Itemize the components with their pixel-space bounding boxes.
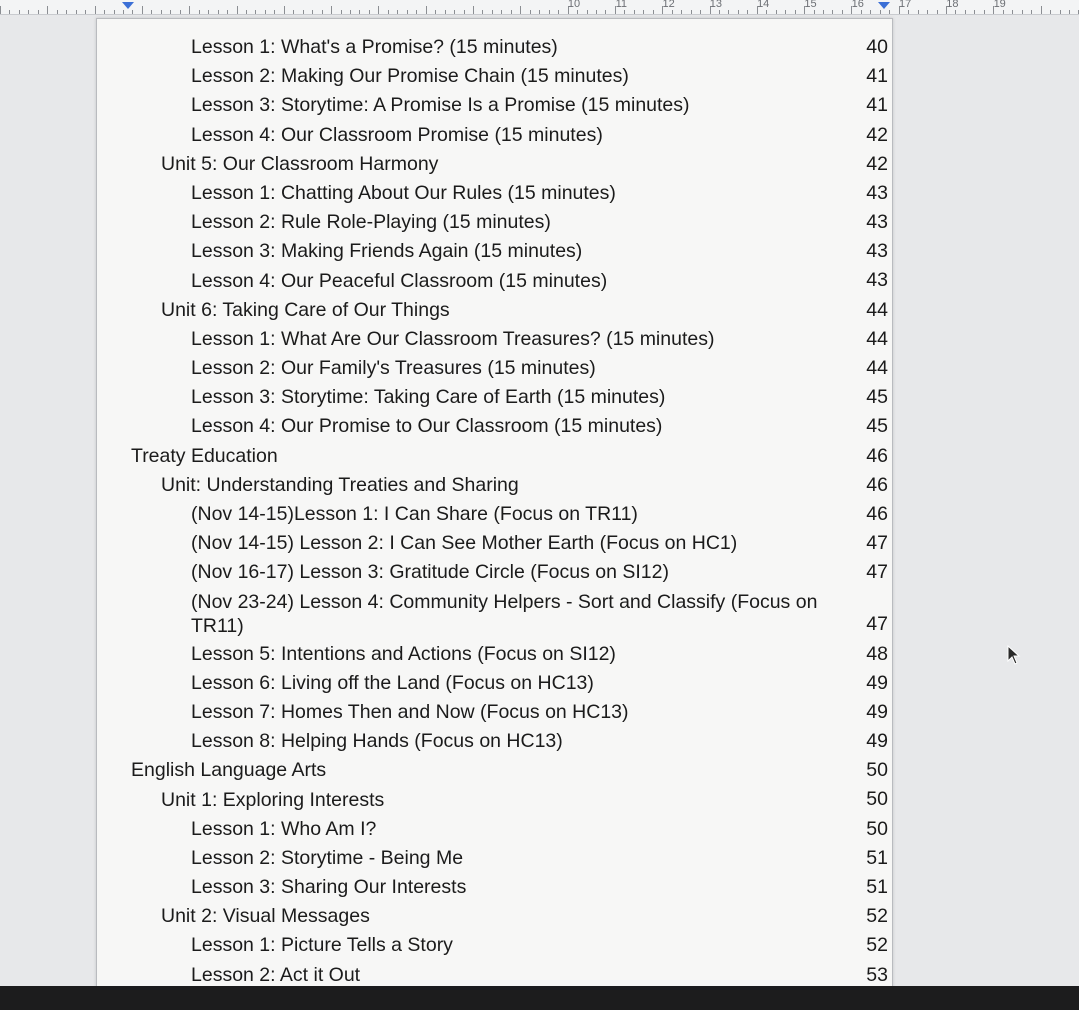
ruler-tick: [218, 10, 219, 14]
ruler-tick: [104, 10, 105, 14]
ruler-tick: [927, 10, 928, 14]
ruler-tick: [312, 10, 313, 14]
ruler-tick: [681, 10, 682, 14]
ruler-tick: [889, 10, 890, 14]
toc-entry-title: Lesson 5: Intentions and Actions (Focus on SI12): [191, 642, 616, 665]
ruler-tick: [1031, 10, 1032, 14]
toc-page-number: 42: [866, 123, 888, 146]
toc-lesson-entry[interactable]: [97, 669, 892, 698]
ruler-tick: [823, 10, 824, 14]
ruler-tick: [728, 10, 729, 14]
toc-lesson-entry[interactable]: [97, 91, 892, 120]
ruler-tick: [643, 10, 644, 14]
ruler-tick: [700, 10, 701, 14]
ruler-tick: [350, 10, 351, 14]
toc-entry-title: Lesson 3: Storytime: A Promise Is a Promise (15 minutes): [191, 94, 690, 117]
ruler-tick: [435, 10, 436, 14]
ruler-tick: [246, 10, 247, 14]
ruler-tick: [189, 6, 190, 14]
toc-entry-title: Lesson 1: What Are Our Classroom Treasures? (15 minutes): [191, 327, 715, 350]
ruler-tick: [738, 10, 739, 14]
toc-entry-title: Lesson 1: Picture Tells a Story: [191, 934, 453, 957]
toc-page-number: 40: [866, 35, 888, 58]
toc-page-number: 43: [866, 211, 888, 234]
table-of-contents: [97, 33, 892, 990]
toc-page-number: 46: [866, 444, 888, 467]
ruler-number: 11: [615, 0, 628, 10]
toc-page-number: 44: [866, 327, 888, 350]
toc-entry-title: Unit 5: Our Classroom Harmony: [161, 152, 439, 175]
toc-section-entry[interactable]: [97, 442, 892, 471]
document-page[interactable]: [96, 18, 893, 992]
ruler-tick: [577, 10, 578, 14]
toc-entry-title: Lesson 2: Making Our Promise Chain (15 minutes): [191, 65, 629, 88]
toc-entry-title: (Nov 14-15) Lesson 2: I Can See Mother Earth (Focus on HC1): [191, 532, 738, 555]
ruler-tick: [208, 10, 209, 14]
ruler-tick: [132, 10, 133, 14]
ruler-tick: [388, 10, 389, 14]
toc-entry-title: Lesson 2: Rule Role-Playing (15 minutes): [191, 211, 551, 234]
ruler-number: 16: [851, 0, 864, 10]
ruler-tick: [47, 6, 48, 14]
ruler-number: 10: [567, 0, 581, 10]
ruler-tick: [549, 10, 550, 14]
ruler-tick: [123, 10, 124, 14]
toc-entry-title: (Nov 16-17) Lesson 3: Gratitude Circle (Focus on SI12): [191, 561, 669, 584]
ruler-tick: [634, 10, 635, 14]
ruler-number: 18: [946, 0, 959, 10]
toc-page-number: 43: [866, 181, 888, 204]
toc-page-number: 47: [866, 613, 888, 636]
ruler-tick: [76, 10, 77, 14]
ruler-tick: [255, 10, 256, 14]
ruler-number: 14: [757, 0, 770, 10]
toc-section-entry[interactable]: [97, 756, 892, 785]
ruler-tick: [1069, 10, 1070, 14]
toc-entry-title: Unit 2: Visual Messages: [161, 905, 370, 928]
toc-page-number: 52: [866, 934, 888, 957]
ruler-tick: [918, 10, 919, 14]
ruler-tick: [151, 10, 152, 14]
toc-entry-title: Lesson 6: Living off the Land (Focus on HC13): [191, 671, 594, 694]
ruler-tick: [776, 10, 777, 14]
ruler-tick: [605, 10, 606, 14]
toc-entry-title: Lesson 2: Our Family's Treasures (15 minutes): [191, 357, 596, 380]
ruler-tick: [984, 10, 985, 14]
ruler-tick: [955, 10, 956, 14]
toc-entry-title: Lesson 2: Storytime - Being Me: [191, 846, 464, 869]
toc-entry-title: English Language Arts: [131, 759, 327, 782]
toc-page-number: 50: [866, 817, 888, 840]
toc-entry-title: Lesson 7: Homes Then and Now (Focus on HC13): [191, 700, 629, 723]
ruler-tick: [0, 6, 1, 14]
ruler-number: 12: [662, 0, 675, 10]
ruler-tick: [842, 10, 843, 14]
ruler-tick: [303, 10, 304, 14]
toc-page-number: 41: [866, 65, 888, 88]
ruler-tick: [473, 6, 474, 14]
ruler-tick: [170, 10, 171, 14]
toc-page-number: 49: [866, 671, 888, 694]
ruler-tick: [331, 6, 332, 14]
toc-page-number: 50: [866, 759, 888, 782]
ruler-tick: [407, 10, 408, 14]
ruler-tick: [464, 10, 465, 14]
toc-page-number: 48: [866, 642, 888, 665]
toc-lesson-entry[interactable]: [97, 815, 892, 844]
toc-lesson-entry[interactable]: [97, 873, 892, 902]
ruler-tick: [672, 10, 673, 14]
toc-lesson-entry[interactable]: [97, 325, 892, 354]
ruler-number: 13: [709, 0, 723, 10]
ruler-tick: [558, 10, 559, 14]
toc-page-number: 50: [866, 788, 888, 811]
ruler-tick: [180, 10, 181, 14]
toc-unit-entry[interactable]: [97, 471, 892, 500]
toc-page-number: 41: [866, 94, 888, 117]
toc-lesson-entry[interactable]: [97, 208, 892, 237]
ruler-tick: [539, 10, 540, 14]
toc-lesson-entry[interactable]: [97, 727, 892, 756]
ruler-tick: [19, 10, 20, 14]
ruler-tick: [416, 10, 417, 14]
toc-page-number: 46: [866, 502, 888, 525]
toc-entry-title: Lesson 4: Our Promise to Our Classroom (15 minutes): [191, 415, 663, 438]
ruler-tick: [937, 10, 938, 14]
ruler-tick: [814, 10, 815, 14]
toc-entry-title: Lesson 3: Sharing Our Interests: [191, 876, 467, 899]
toc-entry-title: Treaty Education: [131, 444, 278, 467]
toc-lesson-entry[interactable]: [97, 412, 892, 441]
ruler-tick: [511, 10, 512, 14]
toc-entry-title: Unit: Understanding Treaties and Sharing: [161, 473, 519, 496]
ruler-tick: [861, 10, 862, 14]
toc-lesson-entry[interactable]: [97, 640, 892, 669]
ruler-tick: [965, 10, 966, 14]
ruler-tick: [284, 6, 285, 14]
ruler-tick: [227, 10, 228, 14]
ruler-tick: [322, 10, 323, 14]
ruler-tick: [1022, 10, 1023, 14]
toc-page-number: 43: [866, 269, 888, 292]
ruler-tick: [653, 10, 654, 14]
toc-entry-title: Lesson 1: Chatting About Our Rules (15 minutes): [191, 181, 616, 204]
toc-lesson-entry[interactable]: [97, 588, 892, 640]
ruler-tick: [199, 10, 200, 14]
ruler-tick: [114, 10, 115, 14]
ruler-tick: [492, 10, 493, 14]
ruler-tick: [293, 10, 294, 14]
ruler-number: 19: [993, 0, 1006, 10]
toc-unit-entry[interactable]: [97, 150, 892, 179]
mouse-cursor-icon: [1006, 645, 1022, 667]
ruler-tick: [378, 6, 379, 14]
ruler-tick: [85, 10, 86, 14]
ruler-tick: [237, 6, 238, 14]
toc-page-number: 45: [866, 386, 888, 409]
toc-entry-title: (Nov 14-15)Lesson 1: I Can Share (Focus on TR11): [191, 503, 638, 525]
toc-page-number: 47: [866, 532, 888, 555]
toc-entry-title: Lesson 8: Helping Hands (Focus on HC13): [191, 730, 563, 753]
ruler-tick: [66, 10, 67, 14]
toc-lesson-entry[interactable]: [97, 354, 892, 383]
ruler-tick: [1041, 6, 1042, 14]
left-indent-marker-icon[interactable]: [122, 2, 134, 9]
toc-unit-entry[interactable]: [97, 902, 892, 931]
ruler-tick: [274, 10, 275, 14]
ruler-tick: [1012, 10, 1013, 14]
toc-entry-title: Lesson 3: Making Friends Again (15 minutes): [191, 240, 583, 263]
toc-entry-title: Lesson 4: Our Peaceful Classroom (15 minutes): [191, 269, 608, 292]
ruler-tick: [501, 10, 502, 14]
toc-page-number: 42: [866, 152, 888, 175]
toc-page-number: 47: [866, 561, 888, 584]
ruler-tick: [908, 10, 909, 14]
toc-lesson-entry[interactable]: [97, 33, 892, 62]
toc-lesson-entry[interactable]: [97, 237, 892, 266]
toc-entry-title: Unit 6: Taking Care of Our Things: [161, 298, 450, 321]
ruler-tick: [1003, 10, 1004, 14]
ruler-tick: [766, 10, 767, 14]
horizontal-ruler[interactable]: [0, 0, 1079, 15]
toc-page-number: 45: [866, 415, 888, 438]
ruler-tick: [870, 10, 871, 14]
toc-entry-title: Lesson 2: Act it Out: [191, 963, 361, 986]
toc-page-number: 43: [866, 240, 888, 263]
toc-lesson-entry[interactable]: [97, 383, 892, 412]
ruler-tick: [265, 10, 266, 14]
ruler-tick: [596, 10, 597, 14]
toc-lesson-entry[interactable]: [97, 558, 892, 587]
ruler-tick: [520, 6, 521, 14]
toc-lesson-entry[interactable]: [97, 698, 892, 727]
toc-lesson-entry[interactable]: [97, 844, 892, 873]
toc-page-number: 49: [866, 700, 888, 723]
toc-entry-title: Lesson 3: Storytime: Taking Care of Earth (15 minutes): [191, 386, 666, 409]
toc-lesson-entry[interactable]: [97, 267, 892, 296]
toc-page-number: 51: [866, 846, 888, 869]
ruler-tick: [785, 10, 786, 14]
toc-unit-entry[interactable]: [97, 786, 892, 815]
toc-lesson-entry[interactable]: [97, 931, 892, 960]
ruler-tick: [38, 10, 39, 14]
ruler-tick: [795, 10, 796, 14]
ruler-tick: [747, 10, 748, 14]
ruler-tick: [445, 10, 446, 14]
ruler-tick: [974, 10, 975, 14]
ruler-tick: [57, 10, 58, 14]
ruler-tick: [95, 6, 96, 14]
ruler-tick: [832, 10, 833, 14]
ruler-tick: [426, 6, 427, 14]
ruler-number: 17: [898, 0, 912, 10]
toc-unit-entry[interactable]: [97, 296, 892, 325]
ruler-tick: [359, 10, 360, 14]
ruler-tick: [9, 10, 10, 14]
ruler-tick: [530, 10, 531, 14]
toc-lesson-entry[interactable]: [97, 62, 892, 91]
ruler-tick: [454, 10, 455, 14]
toc-page-number: 52: [866, 905, 888, 928]
toc-lesson-entry[interactable]: [97, 121, 892, 150]
toc-page-number: 44: [866, 357, 888, 380]
ruler-tick: [1050, 10, 1051, 14]
ruler-tick: [587, 10, 588, 14]
ruler-tick: [482, 10, 483, 14]
toc-entry-title: Lesson 1: Who Am I?: [191, 817, 377, 840]
toc-page-number: 44: [866, 298, 888, 321]
right-indent-marker-icon[interactable]: [878, 2, 890, 9]
ruler-tick: [142, 6, 143, 14]
ruler-tick: [397, 10, 398, 14]
toc-lesson-entry[interactable]: [97, 179, 892, 208]
toc-entry-title: (Nov 23-24) Lesson 4: Community Helpers - Sort and Classify (Focus on TR11): [191, 590, 818, 637]
ruler-tick: [1060, 10, 1061, 14]
ruler-tick: [691, 10, 692, 14]
toc-lesson-entry[interactable]: [97, 500, 892, 529]
toc-page-number: 51: [866, 876, 888, 899]
ruler-tick: [624, 10, 625, 14]
ruler-tick: [28, 10, 29, 14]
ruler-tick: [880, 10, 881, 14]
taskbar: [0, 986, 1079, 1010]
ruler-tick: [341, 10, 342, 14]
toc-page-number: 46: [866, 473, 888, 496]
ruler-tick: [369, 10, 370, 14]
ruler-number: 15: [804, 0, 817, 10]
ruler-tick: [161, 10, 162, 14]
toc-entry-title: Lesson 4: Our Classroom Promise (15 minutes): [191, 123, 603, 146]
toc-page-number: 53: [866, 963, 888, 986]
toc-lesson-entry[interactable]: [97, 529, 892, 558]
ruler-tick: [719, 10, 720, 14]
toc-entry-title: Lesson 1: What's a Promise? (15 minutes): [191, 36, 558, 58]
toc-page-number: 49: [866, 730, 888, 753]
toc-entry-title: Unit 1: Exploring Interests: [161, 788, 385, 811]
